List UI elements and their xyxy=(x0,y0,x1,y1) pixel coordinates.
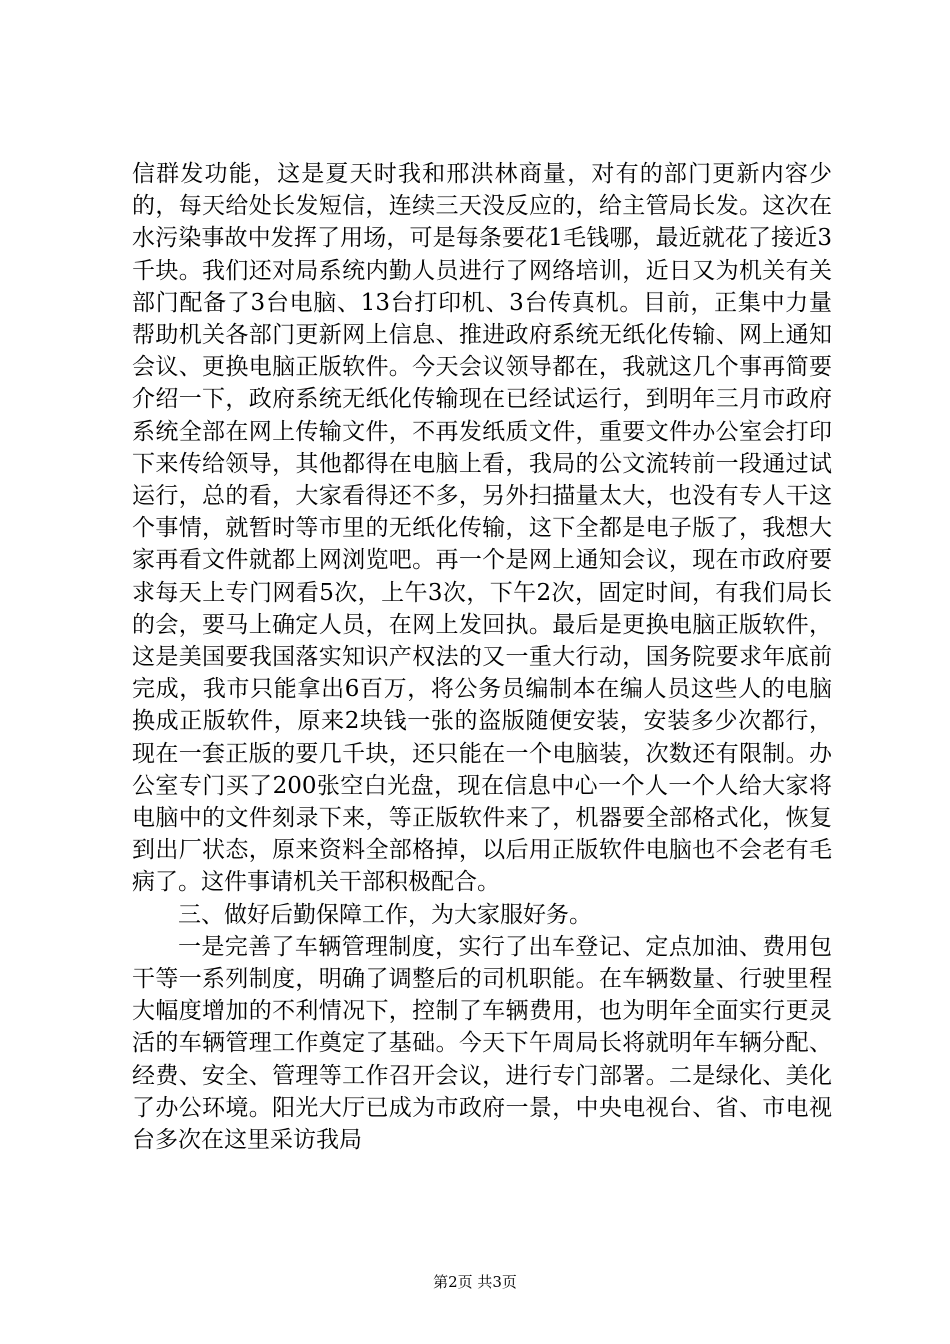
paragraph-software-update: 信群发功能，这是夏天时我和邢洪林商量，对有的部门更新内容少的，每天给处长发短信，连续三天没反应的，给主管局长发。这次在水污染事故中发挥了用场，可是每条要花1毛钱哪，最近就花了接近3千块。我们还对局系统内勤人员进行了网络培训，近日又为机关有关部门配备了3台电脑、13台打印机、3台传真机。目前，正集中力量帮助机关各部门更新网上信息、推进政府系统无纸化传输、网上通知会议、更换电脑正版软件。今天会议领导都在，我就这几个事再简要介绍一下，政府系统无纸化传输现在已经试运行，到明年三月市政府系统全部在网上传输文件，不再发纸质文件，重要文件办公室会打印下来传给领导，其他都得在电脑上看，我局的公文流转前一段通过试运行，总的看，大家看得还不多，另外扫描量太大，也没有专人干这个事情，就暂时等市里的无纸化传输，这下全都是电子版了，我想大家再看文件就都上网浏览吧。再一个是网上通知会议，现在市政府要求每天上专门网看5次，上午3次，下午2次，固定时间，有我们局长的会，要马上确定人员，在网上发回执。最后是更换电脑正版软件，这是美国要我国落实知识产权法的又一重大行动，国务院要求年底前完成，我市只能拿出6百万，将公务员编制本在编人员这些人的电脑换成正版软件，原来2块钱一张的盗版随便安装，安装多少次都行，现在一套正版的要几千块，还只能在一个电脑装，次数还有限制。办公室专门买了200张空白光盘，现在信息中心一个人一个人给大家将电脑中的文件刻录下来，等正版软件来了，机器要全部格式化，恢复到出厂状态，原来资料全部格掉，以后用正版软件电脑也不会老有毛病了。这件事请机关干部积极配合。 xyxy=(132,161,832,896)
paragraph-vehicle-management: 一是完善了车辆管理制度，实行了出车登记、定点加油、费用包干等一系列制度，明确了调整后的司机职能。在车辆数量、行驶里程大幅度增加的不利情况下，控制了车辆费用，也为明年全面实行更灵活的车辆管理工作奠定了基础。今天下午周局长将就明年车辆分配、经费、安全、管理等工作召开会议，进行专门部署。二是绿化、美化了办公环境。阳光大厅已成为市政府一景，中央电视台、省、市电视台多次在这里采访我局 xyxy=(132,933,832,1154)
page-number: 第2页 共3页 xyxy=(433,1273,517,1291)
page-footer xyxy=(0,1272,950,1292)
paragraph-heading-logistics: 三、做好后勤保障工作，为大家服好务。 xyxy=(178,901,592,928)
document-body xyxy=(132,158,832,1156)
